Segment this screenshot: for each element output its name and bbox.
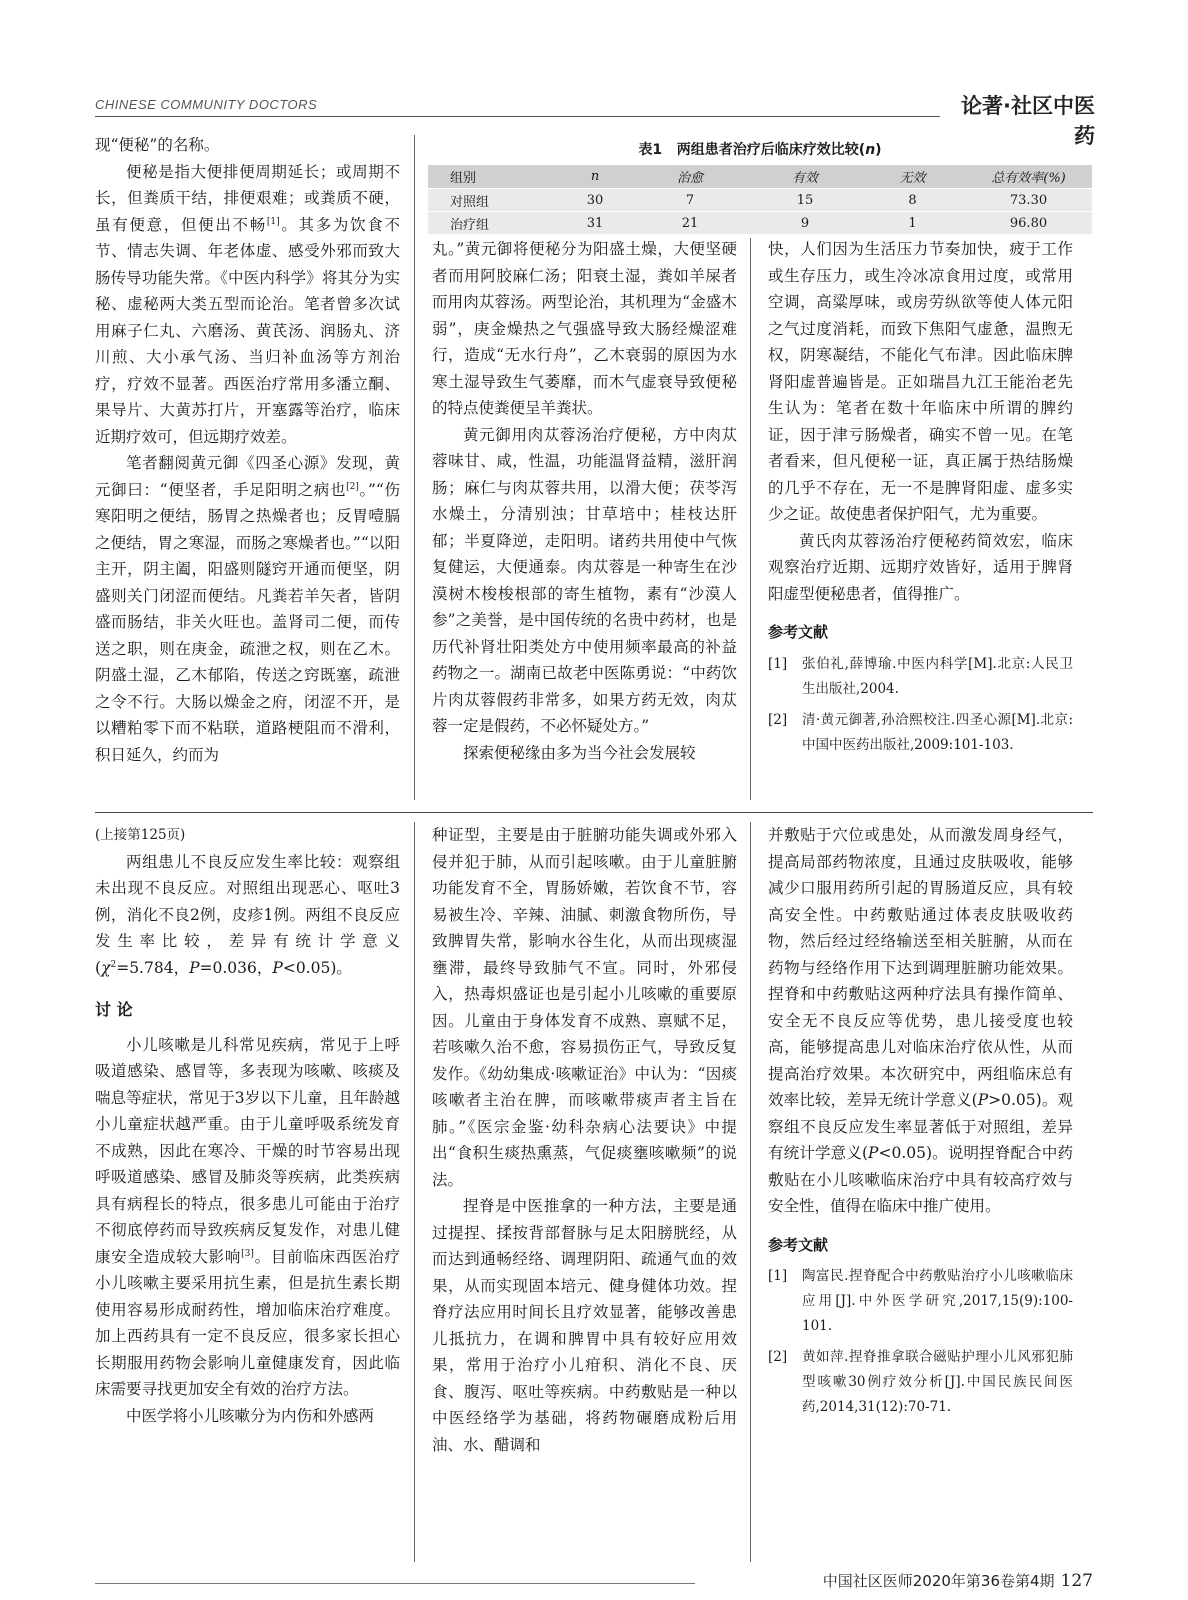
table-cell: 15 [750,189,860,212]
column-header: 无效 [860,165,965,189]
lower-column-2 [432,822,737,1564]
table-header-row [428,165,1092,189]
table-cell: 9 [750,212,860,235]
paragraph: 便秘是指大便排便周期延长；或周期不长，但粪质干结，排便艰难；或粪质不硬，虽有便意，但便出不畅[1]。其多为饮食不节、情志失调、年老体虚、感受外邪而致大肠传导功能失常。《中医内科学》将其分为实秘、虚秘两大类五型而论治。笔者曾多次试用麻子仁丸、六磨汤、黄芪汤、润肠丸、济川煎、大小承气汤、当归补血汤等方剂治疗，疗效不显著。西医治疗常用多潘立酮、果导片、大黄苏打片，开塞露等治疗，临床近期疗效可，但远期疗效差。 [95,162,400,446]
section-heading: 讨 论 [95,1000,133,1019]
page-footer [700,1570,1093,1591]
upper-column-3 [768,236,1073,804]
table-row [428,212,1092,235]
column-rule [414,135,415,800]
table-row [428,189,1092,212]
column-header: 组别 [428,165,560,189]
table-cell: 21 [630,212,750,235]
table-cell: 96.80 [965,212,1092,235]
continued-note: (上接第125页) [95,827,186,843]
article-divider [95,812,1093,813]
table-cell: 31 [560,212,630,235]
paragraph: 并敷贴于穴位或患处，从而激发周身经气，提高局部药物浓度，且通过皮肤吸收，能够减少口服用药所引起的胃肠道反应，具有较高安全性。中药敷贴通过体表皮肤吸收药物，然后经过经络输送至相关脏腑，从而在药物与经络作用下达到调理脏腑功能效果。捏脊和中药敷贴这两种疗法具有操作简单、安全无不良反应等优势，患儿接受度也较高，能够提高患儿对临床治疗依从性，从而提高治疗效果。本次研究中，两组临床总有效率比较，差异无统计学意义(P>0.05)。观察组不良反应发生率显著低于对照组，差异有统计学意义(P<0.05)。说明捏脊配合中药敷贴在小儿咳嗽临床治疗中具有较高疗效与安全性，值得在临床中推广使用。 [768,826,1073,1215]
upper-column-1 [95,132,400,804]
references-heading: 参考文献 [768,623,829,641]
reference-item: [2] 清·黄元御著,孙洽熙校注.四圣心源[M].北京:中国中医药出版社,2009:101-103. [768,711,1073,753]
citation: [3] [241,1248,254,1259]
reference-item: [1] 张伯礼,薛博瑜.中医内科学[M].北京:人民卫生出版社,2004. [768,655,1073,697]
paragraph: 笔者翻阅黄元御《四圣心源》发现，黄元御曰：“便坚者，手足阳明之病也[2]。”“伤寒阳明之便结，肠胃之热燥者也；反胃噎膈之便结，胃之寒湿，而肠之寒燥者也。”“以阳主开，阴主阖，阳盛则隧窍开通而便坚，阴盛则关门闭涩而便结。凡粪若羊矢者，皆阴盛而肠结，非关火旺也。盖肾司二便，而传送之职，则在庚金，疏泄之权，则在乙木。阴盛土湿，乙木郁陷，传送之窍既塞，疏泄之令不行。大肠以燥金之府，闭涩不开，是以糟粕零下而不粘联，道路梗阻而不滑利，积日延久，约而为 [95,454,400,764]
lower-column-3 [768,822,1073,1564]
footer-rule [95,1583,695,1584]
paragraph: 黄氏肉苁蓉汤治疗便秘药简效宏，临床观察治疗近期、远期疗效皆好，适用于脾肾阳虚型便秘患者，值得推广。 [768,531,1073,603]
paragraph: 快，人们因为生活压力节奏加快，疲于工作或生存压力，或生冷冰凉食用过度，或常用空调，高粱厚味，或房劳纵欲等使人体元阳之气过度消耗，而致下焦阳气虚惫，温煦无权，阴寒凝结，不能化气布津。因此临床脾肾阳虚普遍皆是。正如瑞昌九江王能治老先生认为：笔者在数十年临床中所谓的脾约证，因于津亏肠燥者，确实不曾一见。在笔者看来，但凡便秘一证，真正属于热结肠燥的几乎不存在，无一不是脾肾阳虚、虚多实少之证。故使患者保护阳气，尤为重要。 [768,240,1073,523]
column-rule [414,822,415,1562]
citation: [1] [266,216,280,227]
paragraph: 中医学将小儿咳嗽分为内伤和外感两 [126,1406,375,1425]
paragraph: 黄元御用肉苁蓉汤治疗便秘，方中肉苁蓉味甘、咸，性温，功能温肾益精，滋肝润肠；麻仁与肉苁蓉共用，以滑大便；茯苓泻水燥土，分清别浊；甘草培中；桂枝达肝郁；半夏降逆，走阳明。诸药共用使中气恢复健运，大便通泰。肉苁蓉是一种寄生在沙漠树木梭梭根部的寄生植物，素有“沙漠人参”之美誉，是中国传统的名贵中药材，也是历代补肾壮阳类处方中使用频率最高的补益药物之一。湖南已故老中医陈勇说：“中药饮片肉苁蓉假药非常多，如果方药无效，肉苁蓉一定是假药，不必怀疑处方。” [432,425,737,735]
lower-column-1 [95,822,400,1564]
reference-item: [1] 陶富民.捏脊配合中药敷贴治疗小儿咳嗽临床应用[J].中外医学研究,2017,15(9):100-101. [768,1268,1073,1334]
table-cell: 8 [860,189,965,212]
references-heading: 参考文献 [768,1235,829,1254]
section-title: 论著·社区中医药 [961,94,1095,148]
header-rule [95,116,940,117]
table-cell: 7 [630,189,750,212]
column-rule [750,238,751,800]
column-rule [750,822,751,1562]
column-header: 总有效率(%) [965,165,1092,189]
issue-info: 中国社区医师2020年第36卷第4期 [822,1572,1055,1590]
journal-english-name: CHINESE COMMUNITY DOCTORS [95,97,318,112]
paragraph: 现“便秘”的名称。 [95,136,220,154]
paragraph: 两组患儿不良反应发生率比较：观察组未出现不良反应。对照组出现恶心、呕吐3例，消化不良2例，皮疹1例。两组不良反应发生率比较，差异有统计学意义($\chi^2=5.784$，P=0.036，P<0.05)。 [95,852,400,977]
citation: [2] [346,481,359,492]
table-cell: 1 [860,212,965,235]
table-cell: 对照组 [428,189,560,212]
table-cell: 治疗组 [428,212,560,235]
paragraph: 小儿咳嗽是儿科常见疾病，常见于上呼吸道感染、感冒等，多表现为咳嗽、咳痰及喘息等症状，常见于3岁以下儿童，且年龄越小儿童症状越严重。由于儿童呼吸系统发育不成熟，因此在寒冷、干燥的时节容易出现呼吸道感染、感冒及肺炎等疾病，此类疾病具有病程长的特点，很多患儿可能由于治疗不彻底停药而导致疾病反复发作，对患儿健康安全造成较大影响[3]。目前临床西医治疗小儿咳嗽主要采用抗生素，但是抗生素长期使用容易形成耐药性，增加临床治疗难度。加上西药具有一定不良反应，很多家长担心长期服用药物会影响儿童健康发育，因此临床需要寻找更加安全有效的治疗方法。 [95,1035,400,1398]
column-header: n [560,165,630,189]
column-header: 治愈 [630,165,750,189]
paragraph: 种证型，主要是由于脏腑功能失调或外邪入侵并犯于肺，从而引起咳嗽。由于儿童脏腑功能发育不全，胃肠娇嫩，若饮食不节，容易被生冷、辛辣、油腻、刺激食物所伤，导致脾胃失常，影响水谷生化，从而出现痰湿壅滞，最终导致肺气不宣。同时，外邪侵入，热毒炽盛证也是引起小儿咳嗽的重要原因。儿童由于身体发育不成熟、禀赋不足，若咳嗽久治不愈，容易损伤正气，导致反复发作。《幼幼集成·咳嗽证治》中认为：“因痰咳嗽者主治在脾，而咳嗽带痰声者主旨在肺。”《医宗金鉴·幼科杂病心法要诀》中提出“食积生痰热熏蒸，气促痰壅咳嗽频”的说法。 [432,826,737,1189]
table-cell: 73.30 [965,189,1092,212]
table-title: 表1 两组患者治疗后临床疗效比较(n) [638,142,882,158]
page-number: 127 [1060,1571,1093,1591]
column-header: 有效 [750,165,860,189]
efficacy-table [428,165,1092,234]
reference-item: [2] 黄如萍.捏脊推拿联合磁贴护理小儿风邪犯肺型咳嗽30例疗效分析[J].中国民族民间医药,2014,31(12):70-71. [768,1349,1073,1415]
paragraph: 丸。”黄元御将便秘分为阳盛土燥，大便坚硬者而用阿胶麻仁汤；阳衰土湿，粪如羊屎者而用肉苁蓉汤。两型论治，其机理为“金盛木弱”，庚金燥热之气强盛导致大肠经燥涩难行，造成“无水行舟”，乙木衰弱的原因为水寒土湿导致生气萎靡，而木气虚衰导致便秘的特点使粪便呈羊粪状。 [432,240,737,417]
paragraph: 探索便秘缘由多为当今社会发展较 [463,743,696,762]
paragraph: 捏脊是中医推拿的一种方法，主要是通过提捏、揉按背部督脉与足太阳膀胱经，从而达到通畅经络、调理阴阳、疏通气血的效果，从而实现固本培元、健身健体功效。捏脊疗法应用时间长且疗效显著，能够改善患儿抵抗力，在调和脾胃中具有较好应用效果，常用于治疗小儿疳积、消化不良、厌食、腹泻、呕吐等疾病。中药敷贴是一种以中医经络学为基础，将药物碾磨成粉后用油、水、醋调和 [432,1197,737,1454]
table-1 [428,137,1092,234]
table-cell: 30 [560,189,630,212]
upper-column-2 [432,236,737,804]
